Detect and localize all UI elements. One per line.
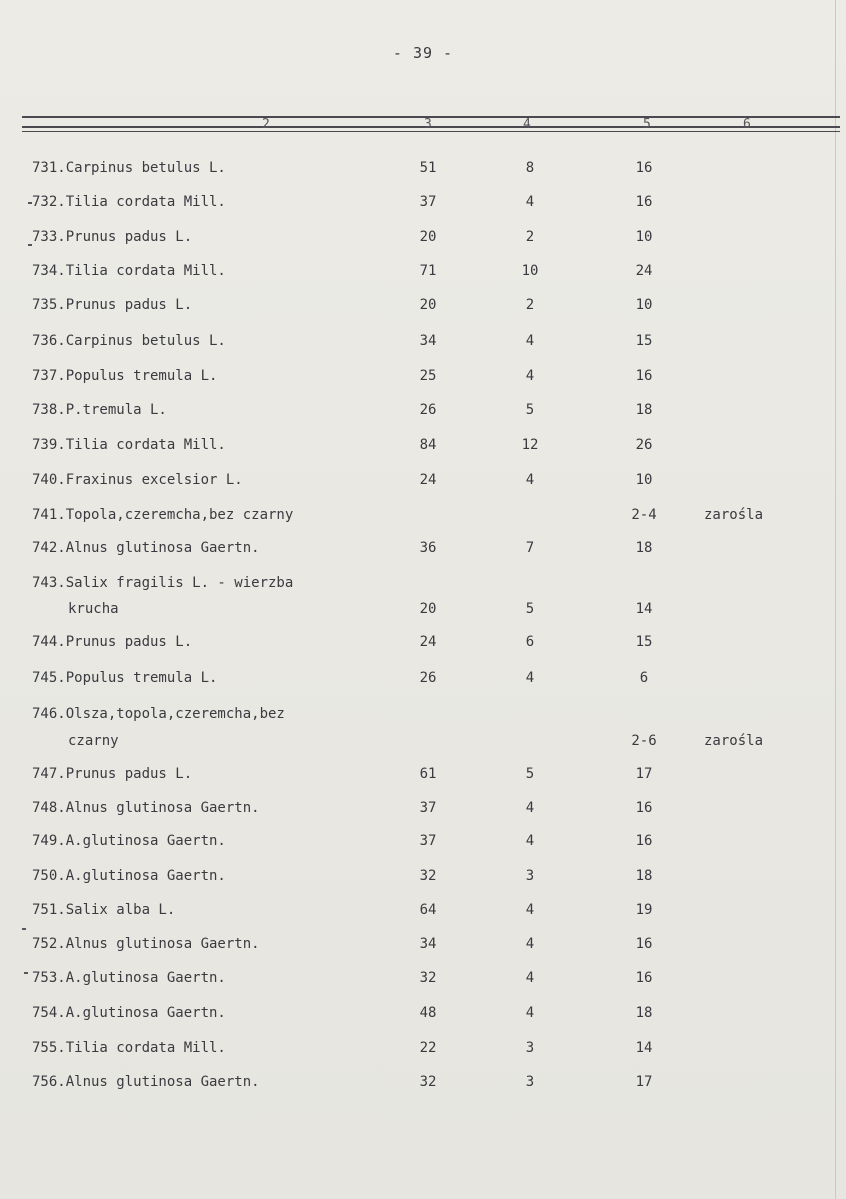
column-number-3: 3	[424, 117, 432, 132]
species-name: czarny	[68, 733, 119, 749]
value-col4: 4	[525, 833, 535, 849]
value-col4: 2	[525, 297, 535, 313]
trunk-value: 26	[419, 670, 437, 686]
species-name: 737.Populus tremula L.	[32, 368, 218, 384]
species-name: krucha	[68, 601, 119, 617]
value-col5: 2-4	[631, 507, 657, 523]
margin-tick	[24, 972, 28, 974]
value-col5: 18	[635, 402, 653, 418]
species-name: 746.Olsza,topola,czeremcha,bez	[32, 706, 285, 722]
trunk-value: 37	[419, 800, 437, 816]
trunk-value: 24	[419, 472, 437, 488]
value-col5: 14	[635, 1040, 653, 1056]
value-col5: 16	[635, 368, 653, 384]
species-name: 745.Populus tremula L.	[32, 670, 218, 686]
value-col5: 18	[635, 540, 653, 556]
species-name: 732.Tilia cordata Mill.	[32, 194, 226, 210]
value-col5: 19	[635, 902, 653, 918]
value-col5: 16	[635, 936, 653, 952]
value-col5: 2-6	[631, 733, 657, 749]
value-col4: 5	[525, 402, 535, 418]
value-col5: 15	[635, 634, 653, 650]
species-name: 740.Fraxinus excelsior L.	[32, 472, 243, 488]
value-col5: 16	[635, 160, 653, 176]
species-name: 754.A.glutinosa Gaertn.	[32, 1005, 226, 1021]
value-col4: 4	[525, 472, 535, 488]
trunk-value: 71	[419, 263, 437, 279]
species-name: 739.Tilia cordata Mill.	[32, 437, 226, 453]
page-number: - 39 -	[392, 44, 454, 62]
species-name: 751.Salix alba L.	[32, 902, 176, 918]
species-name: 748.Alnus glutinosa Gaertn.	[32, 800, 260, 816]
trunk-value: 26	[419, 402, 437, 418]
value-col5: 17	[635, 1074, 653, 1090]
value-col4: 3	[525, 1040, 535, 1056]
value-col4: 5	[525, 766, 535, 782]
trunk-value: 32	[419, 970, 437, 986]
species-name: 738.P.tremula L.	[32, 402, 167, 418]
species-name: 747.Prunus padus L.	[32, 766, 193, 782]
species-name: 752.Alnus glutinosa Gaertn.	[32, 936, 260, 952]
value-col5: 16	[635, 194, 653, 210]
column-number-2: 2	[262, 117, 270, 132]
value-col4: 4	[525, 1005, 535, 1021]
species-name: 744.Prunus padus L.	[32, 634, 193, 650]
value-col4: 4	[525, 936, 535, 952]
value-col5: 18	[635, 868, 653, 884]
value-col4: 4	[525, 670, 535, 686]
value-col4: 4	[525, 970, 535, 986]
margin-tick	[28, 202, 32, 204]
species-name: 743.Salix fragilis L. - wierzba	[32, 575, 294, 591]
trunk-value: 20	[419, 601, 437, 617]
value-col4: 4	[525, 333, 535, 349]
value-col5: 17	[635, 766, 653, 782]
value-col4: 3	[525, 1074, 535, 1090]
column-number-6: 6	[743, 117, 751, 132]
trunk-value: 34	[419, 936, 437, 952]
trunk-value: 48	[419, 1005, 437, 1021]
species-name: 750.A.glutinosa Gaertn.	[32, 868, 226, 884]
value-col4: 4	[525, 194, 535, 210]
trunk-value: 36	[419, 540, 437, 556]
value-col5: 10	[635, 472, 653, 488]
value-col5: 16	[635, 800, 653, 816]
species-name: 742.Alnus glutinosa Gaertn.	[32, 540, 260, 556]
margin-tick	[28, 244, 32, 246]
value-col5: 16	[635, 833, 653, 849]
value-col4: 4	[525, 902, 535, 918]
species-name: 755.Tilia cordata Mill.	[32, 1040, 226, 1056]
trunk-value: 25	[419, 368, 437, 384]
remark: zarośla	[704, 507, 764, 523]
value-col4: 8	[525, 160, 535, 176]
value-col4: 10	[521, 263, 539, 279]
species-name: 734.Tilia cordata Mill.	[32, 263, 226, 279]
value-col4: 4	[525, 368, 535, 384]
trunk-value: 37	[419, 833, 437, 849]
trunk-value: 22	[419, 1040, 437, 1056]
value-col4: 12	[521, 437, 539, 453]
trunk-value: 37	[419, 194, 437, 210]
value-col4: 5	[525, 601, 535, 617]
value-col5: 24	[635, 263, 653, 279]
value-col5: 16	[635, 970, 653, 986]
value-col5: 26	[635, 437, 653, 453]
remark: zarośla	[704, 733, 764, 749]
trunk-value: 24	[419, 634, 437, 650]
trunk-value: 20	[419, 297, 437, 313]
trunk-value: 34	[419, 333, 437, 349]
species-name: 741.Topola,czeremcha,bez czarny	[32, 507, 294, 523]
value-col4: 2	[525, 229, 535, 245]
value-col4: 4	[525, 800, 535, 816]
column-number-5: 5	[643, 117, 651, 132]
trunk-value: 64	[419, 902, 437, 918]
trunk-value: 20	[419, 229, 437, 245]
trunk-value: 84	[419, 437, 437, 453]
species-name: 736.Carpinus betulus L.	[32, 333, 226, 349]
trunk-value: 32	[419, 1074, 437, 1090]
species-name: 733.Prunus padus L.	[32, 229, 193, 245]
value-col5: 10	[635, 229, 653, 245]
column-number-4: 4	[523, 117, 531, 132]
species-name: 735.Prunus padus L.	[32, 297, 193, 313]
species-name: 731.Carpinus betulus L.	[32, 160, 226, 176]
page-edge	[835, 0, 836, 1199]
trunk-value: 51	[419, 160, 437, 176]
species-name: 749.A.glutinosa Gaertn.	[32, 833, 226, 849]
trunk-value: 32	[419, 868, 437, 884]
margin-tick	[22, 928, 26, 930]
value-col5: 10	[635, 297, 653, 313]
value-col5: 15	[635, 333, 653, 349]
trunk-value: 61	[419, 766, 437, 782]
value-col4: 3	[525, 868, 535, 884]
value-col4: 7	[525, 540, 535, 556]
value-col5: 14	[635, 601, 653, 617]
value-col5: 6	[639, 670, 649, 686]
species-name: 756.Alnus glutinosa Gaertn.	[32, 1074, 260, 1090]
value-col4: 6	[525, 634, 535, 650]
species-name: 753.A.glutinosa Gaertn.	[32, 970, 226, 986]
value-col5: 18	[635, 1005, 653, 1021]
